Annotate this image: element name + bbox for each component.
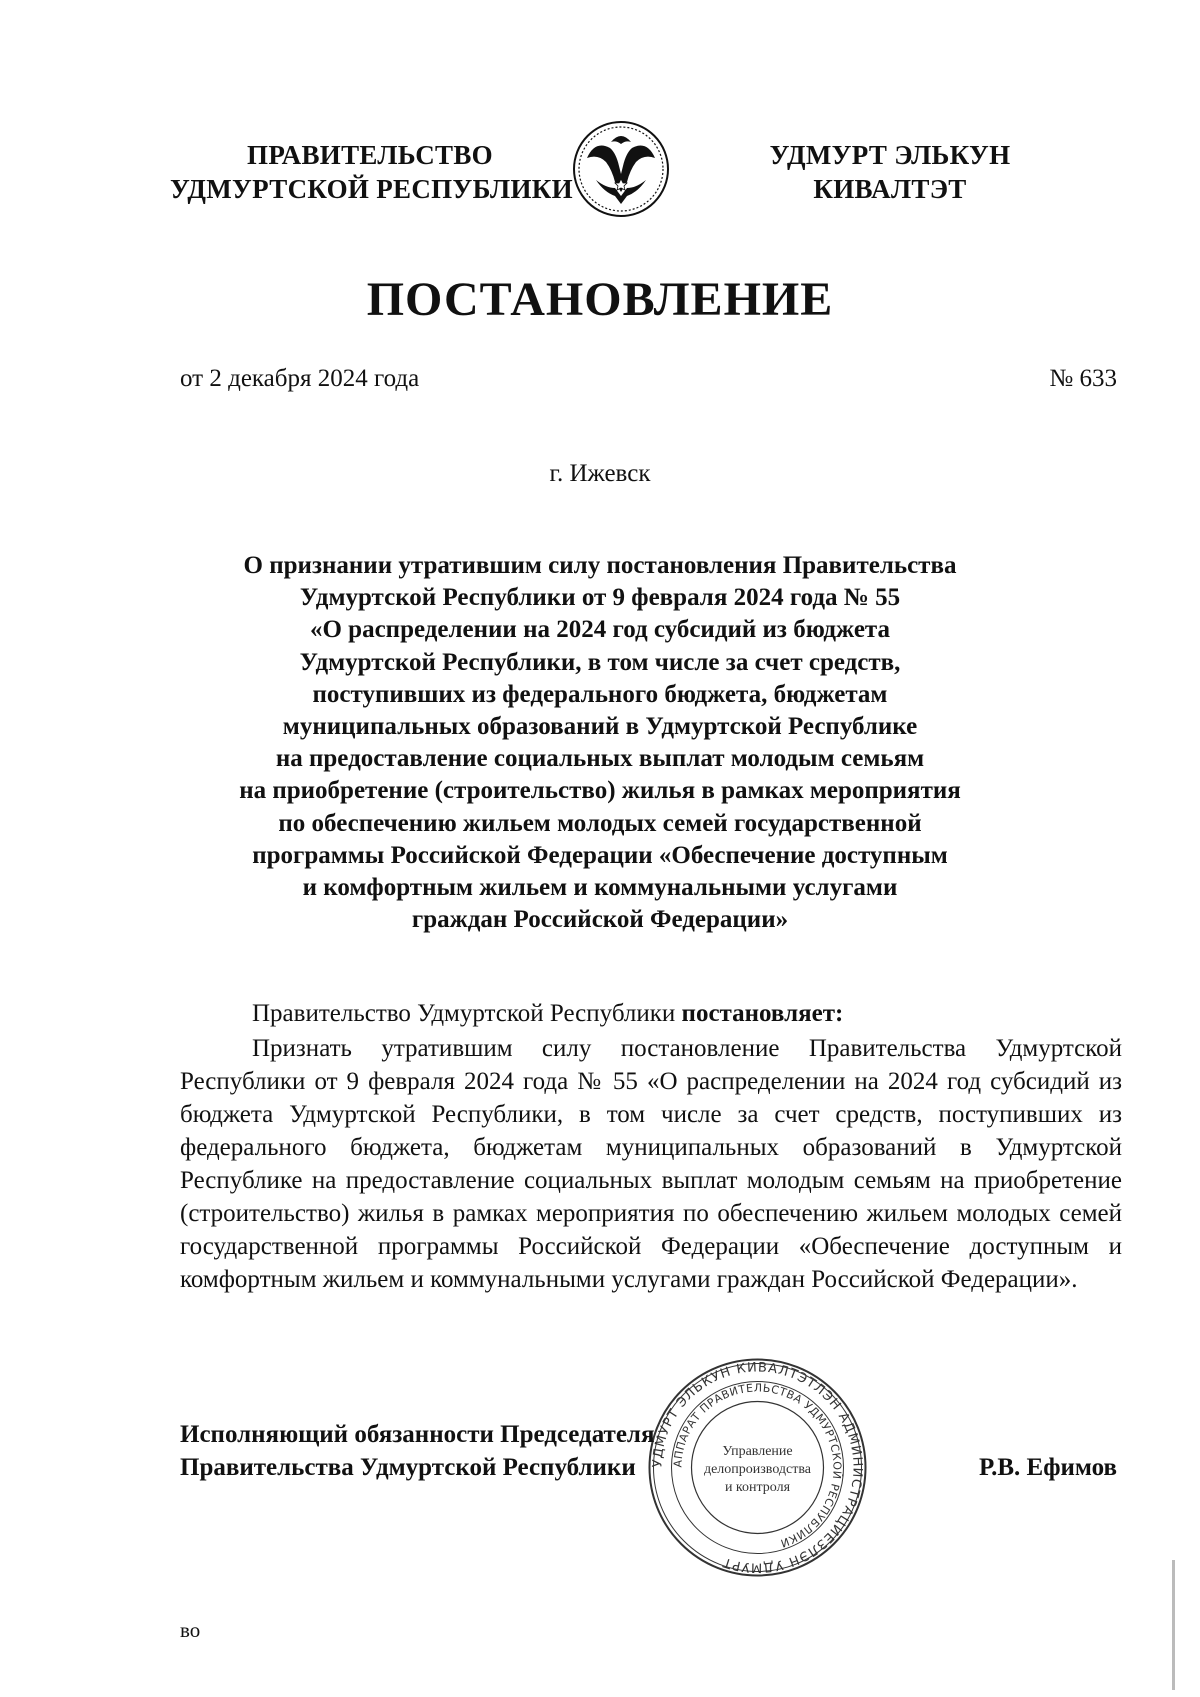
subject-line: муниципальных образований в Удмуртской Республике bbox=[282, 713, 918, 741]
document-date: от 2 декабря 2024 года bbox=[180, 365, 420, 392]
left-org-header bbox=[170, 138, 573, 206]
executor-mark: во bbox=[180, 1618, 201, 1642]
subject-line: на предоставление социальных выплат молодым семьям bbox=[275, 745, 925, 773]
subject-line: на приобретение (строительство) жилья в рамках мероприятия bbox=[239, 777, 961, 805]
subject-line: О признании утратившим силу постановления Правительства bbox=[243, 552, 957, 579]
right-org-header bbox=[690, 138, 1090, 206]
subject-line: и комфортным жильем и коммунальными услугами bbox=[302, 874, 898, 902]
stamp-ring-outer-text: УДМУРТ ЭЛЬКУН КИВАЛТЭТЛЭН АДМИНИСТРАЦИЕЗЛЭН УДМУРТ bbox=[650, 1360, 865, 1575]
resolution-intro-text: Правительство Удмуртской Республики bbox=[252, 1000, 682, 1027]
right-org-line-1: УДМУРТ ЭЛЬКУН bbox=[769, 140, 1011, 170]
signatory-position bbox=[180, 1418, 655, 1484]
subject-line: поступивших из федерального бюджета, бюджетам bbox=[312, 680, 888, 708]
document-city: г. Ижевск bbox=[549, 460, 651, 487]
stamp-inner-line: Управление bbox=[722, 1444, 793, 1459]
subject-line: граждан Российской Федерации» bbox=[411, 906, 789, 934]
signatory-position-line: Правительства Удмуртской Республики bbox=[180, 1454, 636, 1481]
document-number: № 633 bbox=[1049, 365, 1117, 392]
subject-line: Удмуртской Республики от 9 февраля 2024 года № 55 bbox=[299, 584, 901, 612]
udmurt-coat-of-arms-icon bbox=[570, 118, 672, 220]
signatory-position-line: Исполняющий обязанности Председателя bbox=[180, 1421, 655, 1448]
stamp-inner-line: делопроизводства bbox=[703, 1462, 812, 1477]
subject-line: программы Российской Федерации «Обеспечение доступным bbox=[252, 841, 948, 869]
resolution-paragraph: Признать утратившим силу постановление Правительства Удмуртской Республики от 9 февраля 2024 года № 55 «О распределении на 2024 год субсидий из бюджета Удмуртской Республики, в том числе за счет средств, поступивших из федерального бюджета, бюджетам муниципальных образований в Удмуртской Республике на предоставление социальных выплат молодым семьям на приобретение (строительство) жилья в рамках мероприятия по обеспечению жильем молодых семей государственной программы Российской Федерации «Обеспечение доступным и комфортным жильем и коммунальными услугами граждан Российской Федерации». bbox=[180, 1035, 1122, 1293]
subject-line: «О распределении на 2024 год субсидий из бюджета bbox=[309, 616, 891, 644]
subject-line: Удмуртской Республики, в том числе за счет средств, bbox=[299, 648, 901, 676]
scan-edge-artifact bbox=[1172, 1560, 1175, 1690]
official-stamp-icon bbox=[645, 1355, 870, 1580]
signatory-name: Р.В. Ефимов bbox=[978, 1454, 1117, 1481]
stamp-ring-inner-text: АППАРАТ ПРАВИТЕЛЬСТВА УДМУРТСКОЙ РЕСПУБЛИКИ bbox=[671, 1381, 844, 1550]
resolution-verb: постановляет: bbox=[681, 1000, 844, 1027]
stamp-inner-line: и контроля bbox=[724, 1480, 791, 1495]
document-type-title: ПОСТАНОВЛЕНИЕ bbox=[366, 273, 834, 326]
left-org-line-2: УДМУРТСКОЙ РЕСПУБЛИКИ bbox=[170, 174, 573, 204]
resolution-intro bbox=[252, 1000, 843, 1028]
left-org-line-1: ПРАВИТЕЛЬСТВО bbox=[247, 140, 493, 170]
subject-line: по обеспечению жильем молодых семей государственной bbox=[278, 809, 922, 837]
right-org-line-2: КИВАЛТЭТ bbox=[813, 174, 967, 204]
document-subject bbox=[180, 550, 1020, 936]
